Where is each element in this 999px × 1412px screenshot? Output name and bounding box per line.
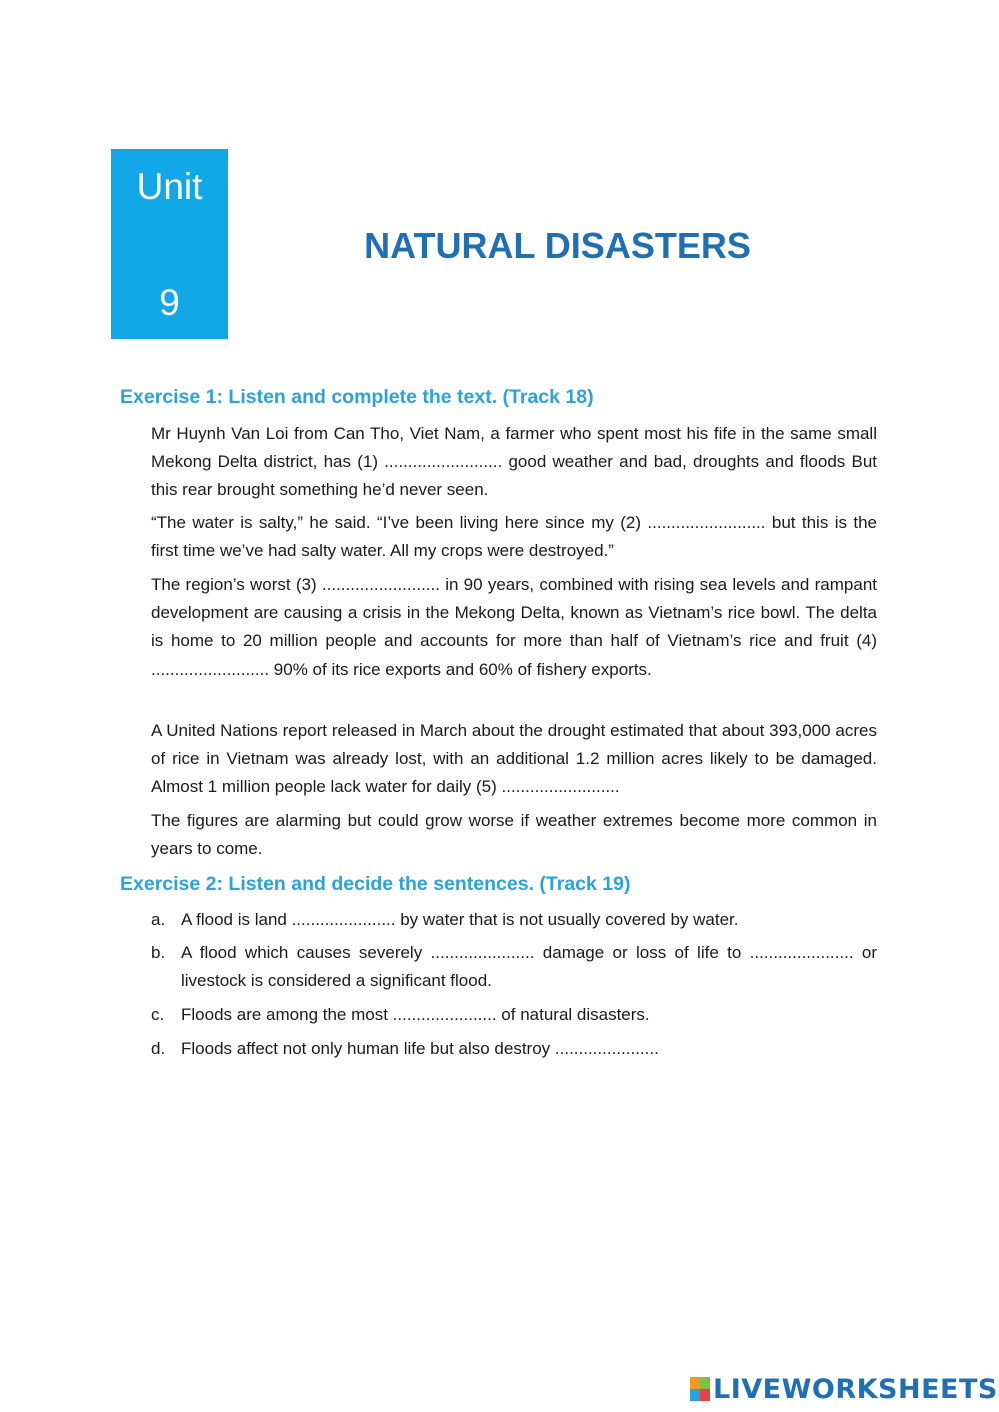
exercise-1-paragraph: The region’s worst (3) ......................... in 90 years, combined with rising sea levels and rampant development are causing a crisis in the Mekong Delta, known as Vietnam’s rice bowl. The delta is home to 20 million people and accounts for more than half of Vietnam’s rice and fruit (4) ......................... 90% of its rice exports and 60% of fishery exports. xyxy=(151,575,877,679)
list-item-text: A flood is land ...................... by water that is not usually covered by water. xyxy=(181,910,739,929)
list-item xyxy=(151,1001,877,1029)
logo-mark-icon xyxy=(690,1377,710,1401)
unit-word: Unit xyxy=(136,166,203,207)
logo-mark-tile xyxy=(700,1389,710,1401)
liveworksheets-logo xyxy=(690,1372,998,1406)
unit-badge xyxy=(111,149,228,339)
logo-mark-tile xyxy=(690,1389,700,1401)
list-marker: c. xyxy=(151,1005,165,1024)
list-marker: d. xyxy=(151,1039,166,1058)
list-item xyxy=(151,1035,877,1063)
list-item xyxy=(151,939,877,995)
list-item-text: Floods are among the most ...................... of natural disasters. xyxy=(181,1005,650,1024)
exercise-1-paragraph: “The water is salty,” he said. “I’ve been living here since my (2) ......................... but this is the first time we’ve had salty water. All my crops were destroyed.” xyxy=(151,513,877,561)
list-marker: a. xyxy=(151,910,166,929)
logo-text: LIVEWORKSHEETS xyxy=(713,1373,998,1405)
list-item-text: Floods affect not only human life but also destroy ...................... xyxy=(181,1039,659,1058)
exercise-1-heading: Exercise 1: Listen and complete the text. (Track 18) xyxy=(120,386,594,408)
logo-mark-tile xyxy=(690,1377,700,1389)
page-title: NATURAL DISASTERS xyxy=(364,225,751,266)
exercise-1-paragraph: A United Nations report released in March about the drought estimated that about 393,000 acres of rice in Vietnam was already lost, with an additional 1.2 million acres likely to be damaged. Almost 1 million people lack water for daily (5) ......................... xyxy=(151,721,877,797)
exercise-1-paragraph: Mr Huynh Van Loi from Can Tho, Viet Nam, a farmer who spent most his fife in the same small Mekong Delta district, has (1) ......................... good weather and bad, droughts and floods But this rear brought something he’d never seen. xyxy=(151,424,877,500)
list-item-text: A flood which causes severely ...................... damage or loss of life to ...................... or livestock is considered a significant flood. xyxy=(181,943,877,991)
list-item xyxy=(151,906,877,934)
unit-number: 9 xyxy=(159,282,180,323)
logo-mark-tile xyxy=(700,1377,710,1389)
list-marker: b. xyxy=(151,943,166,962)
exercise-1-paragraph: The figures are alarming but could grow worse if weather extremes become more common in years to come. xyxy=(151,811,877,859)
exercise-2-heading: Exercise 2: Listen and decide the sentences. (Track 19) xyxy=(120,873,631,895)
